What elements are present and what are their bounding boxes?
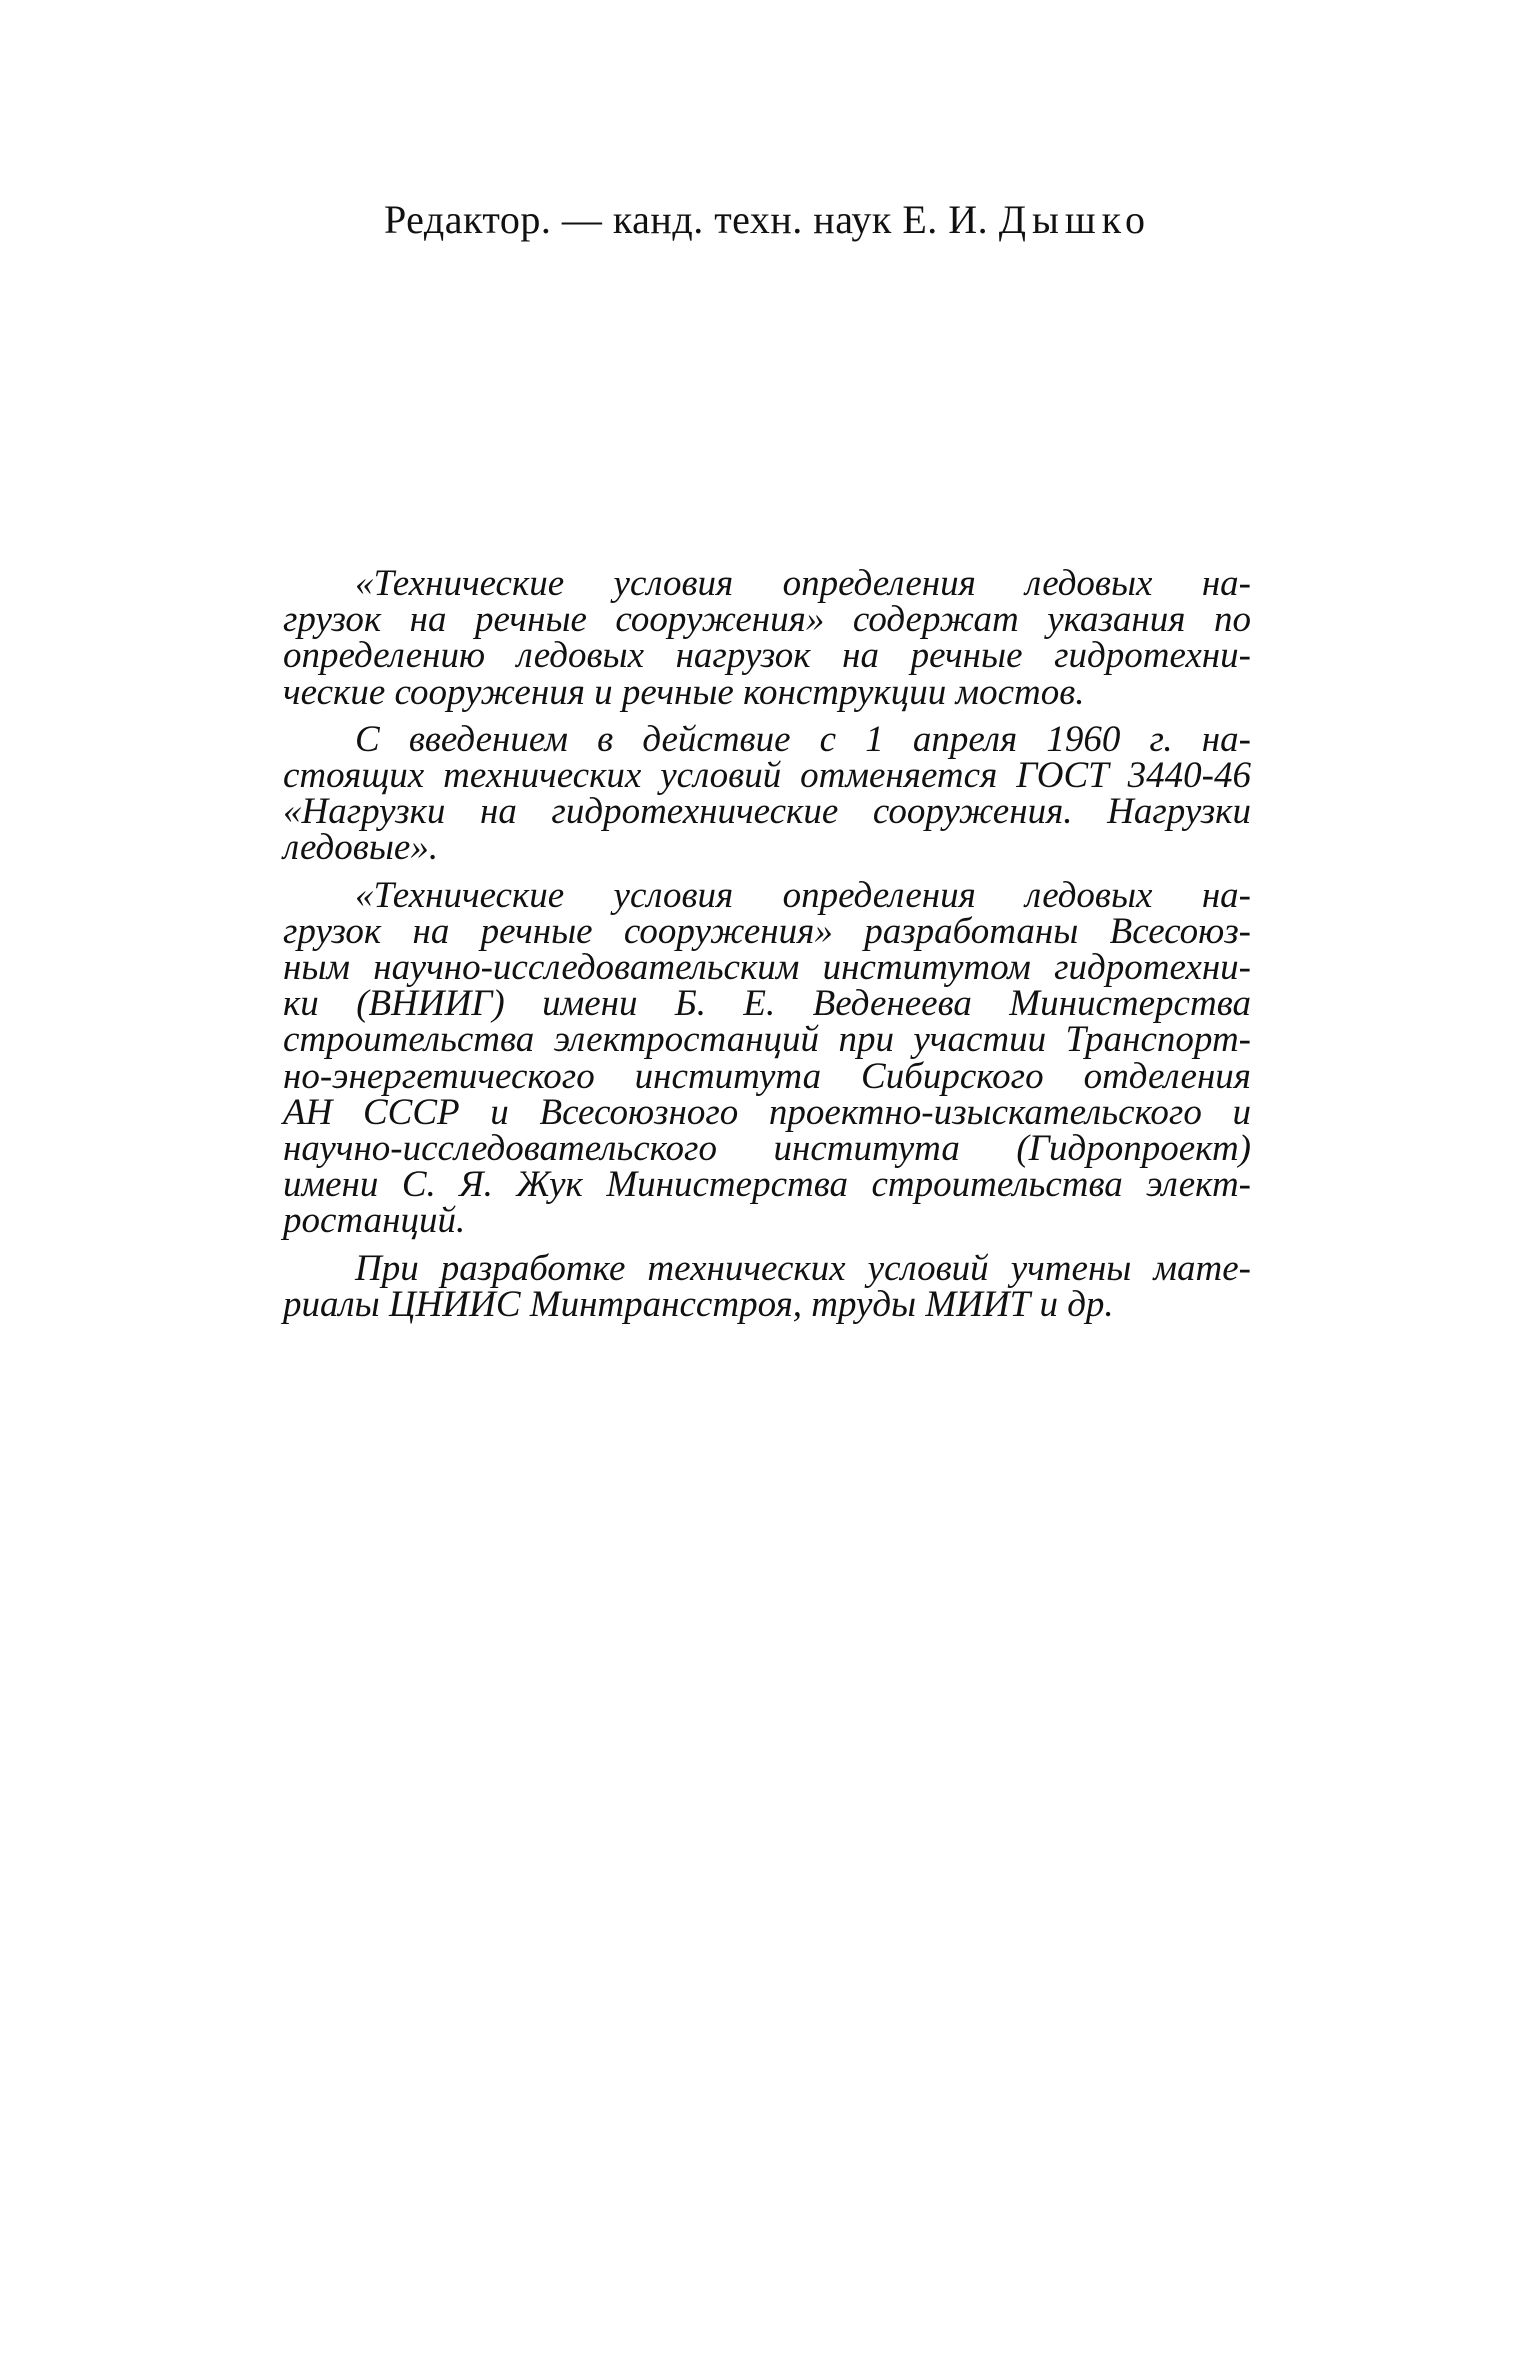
text-line: ки (ВНИИГ) имени Б. Е. Веденеева Министерства [283,983,1251,1025]
text-line: С введением в действие с 1 апреля 1960 г. на- [355,718,1251,760]
text-line: риалы ЦНИИС Минтрансстроя, труды МИИТ и др. [283,1283,1114,1325]
text-line: ческие сооружения и речные конструкции мостов. [283,671,1085,713]
text-line: но-энергетического института Сибирского отделения [283,1055,1251,1097]
text-line: грузок на речные сооружения» содержат указания по [283,599,1251,641]
text-line: При разработке технических условий учтены мате- [355,1247,1251,1289]
paragraph-developers [283,874,1251,1242]
document-body [283,563,1251,1334]
editor-surname: Дышко [998,197,1152,242]
text-line: научно-исследовательского института (Гидропроект) [283,1128,1251,1170]
text-line: ным научно-исследовательским институтом гидротехни- [283,947,1251,989]
text-line: АН СССР и Всесоюзного проектно-изыскательского и [283,1091,1251,1133]
text-line: «Нагрузки на гидротехнические сооружения. Нагрузки [283,791,1251,833]
paragraph-supersedes [283,718,1251,869]
text-line: ростанций. [283,1200,466,1242]
text-line: «Технические условия определения ледовых на- [355,874,1251,916]
paragraph-scope [283,563,1251,713]
text-line: «Технические условия определения ледовых на- [355,563,1251,604]
editor-credit [0,196,1535,243]
text-line: грузок на речные сооружения» разработаны Всесоюз- [283,910,1251,952]
text-line: имени С. Я. Жук Министерства строительства элект- [283,1164,1251,1206]
editor-credit-prefix: Редактор. — канд. техн. наук Е. И. [383,197,999,242]
text-line: определению ледовых нагрузок на речные гидротехни- [283,635,1251,677]
text-line: стоящих технических условий отменяется ГОСТ 3440-46 [283,755,1251,797]
paragraph-materials [283,1247,1251,1325]
text-line: строительства электростанций при участии Транспорт- [283,1019,1251,1061]
text-line: ледовые». [283,827,439,869]
